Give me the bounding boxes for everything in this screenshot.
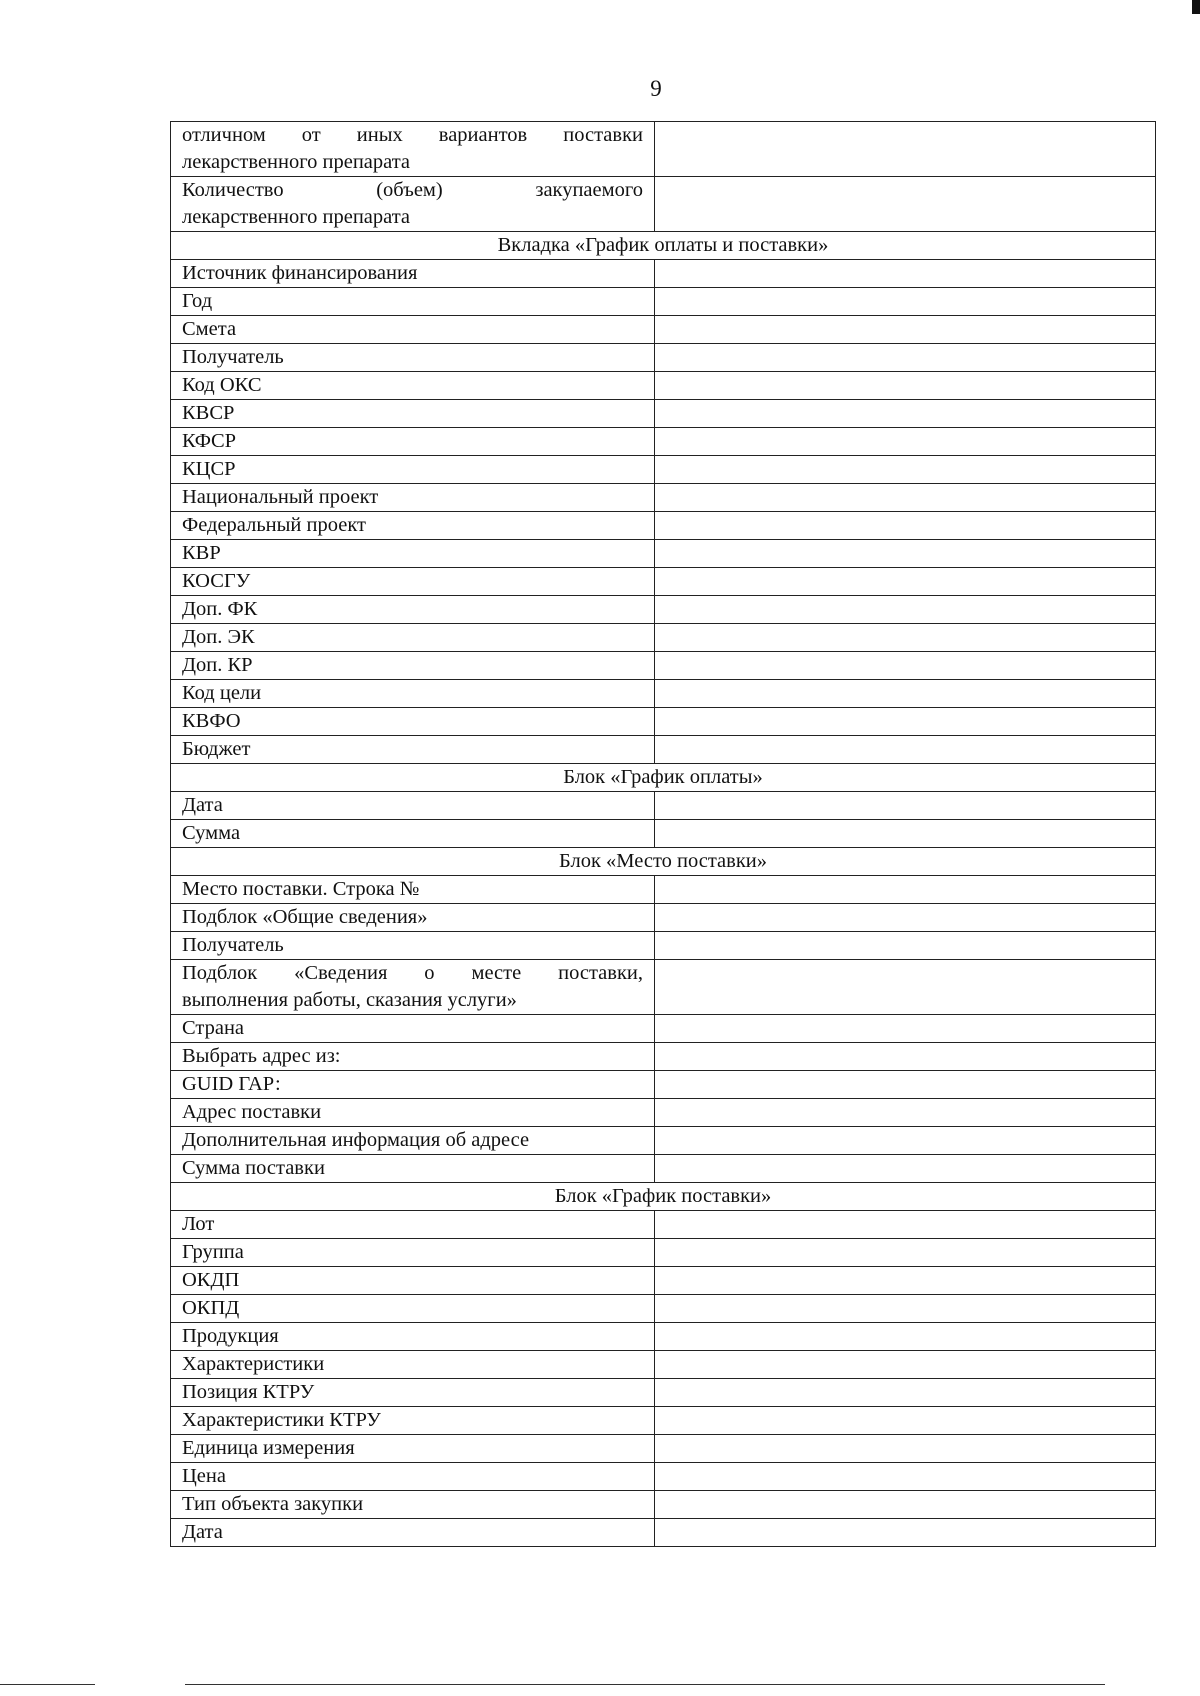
table-row — [171, 1071, 1156, 1099]
field-value — [655, 1435, 1156, 1463]
table-row — [171, 1015, 1156, 1043]
field-value — [655, 122, 1156, 177]
table-row — [171, 736, 1156, 764]
field-label: Дата — [171, 1519, 655, 1547]
table-row — [171, 680, 1156, 708]
attributes-table-body — [171, 122, 1156, 1547]
field-label: Доп. КР — [171, 652, 655, 680]
field-label: Дата — [171, 792, 655, 820]
field-label-line: отличном от иных вариантов поставки — [182, 124, 643, 146]
field-value — [655, 904, 1156, 932]
field-value — [655, 820, 1156, 848]
field-label: КЦСР — [171, 456, 655, 484]
field-label: КОСГУ — [171, 568, 655, 596]
field-value — [655, 1239, 1156, 1267]
field-label-line: лекарственного препарата — [182, 206, 411, 228]
field-label: Доп. ФК — [171, 596, 655, 624]
table-row — [171, 540, 1156, 568]
field-value — [655, 456, 1156, 484]
table-row — [171, 288, 1156, 316]
field-label: Позиция КТРУ — [171, 1379, 655, 1407]
field-value — [655, 288, 1156, 316]
table-row — [171, 122, 1156, 177]
field-label: Год — [171, 288, 655, 316]
field-value — [655, 1463, 1156, 1491]
table-row — [171, 1323, 1156, 1351]
field-value — [655, 932, 1156, 960]
field-label: КВР — [171, 540, 655, 568]
field-label-line: лекарственного препарата — [182, 151, 411, 173]
table-row — [171, 876, 1156, 904]
table-row — [171, 344, 1156, 372]
table-row — [171, 1491, 1156, 1519]
scan-bottom-line — [0, 1684, 95, 1685]
table-row — [171, 428, 1156, 456]
field-label-line: Количество (объем) закупаемого — [182, 179, 643, 201]
table-row — [171, 1379, 1156, 1407]
field-label: Продукция — [171, 1323, 655, 1351]
field-value — [655, 372, 1156, 400]
field-label: Характеристики — [171, 1351, 655, 1379]
table-row — [171, 652, 1156, 680]
field-label: КВФО — [171, 708, 655, 736]
table-row — [171, 1211, 1156, 1239]
field-value — [655, 316, 1156, 344]
field-label: Бюджет — [171, 736, 655, 764]
field-value — [655, 1491, 1156, 1519]
field-value — [655, 1323, 1156, 1351]
field-label: ОКДП — [171, 1267, 655, 1295]
field-label: Федеральный проект — [171, 512, 655, 540]
attributes-table — [170, 121, 1156, 1547]
field-value — [655, 484, 1156, 512]
field-value — [655, 1407, 1156, 1435]
field-label: GUID ГАР: — [171, 1071, 655, 1099]
field-value — [655, 428, 1156, 456]
field-value — [655, 1351, 1156, 1379]
field-label: Группа — [171, 1239, 655, 1267]
field-label: Место поставки. Строка № — [171, 876, 655, 904]
field-value — [655, 400, 1156, 428]
table-row — [171, 1267, 1156, 1295]
table-row — [171, 456, 1156, 484]
table-row — [171, 624, 1156, 652]
field-value — [655, 260, 1156, 288]
section-header: Блок «График оплаты» — [171, 764, 1156, 792]
table-row — [171, 1155, 1156, 1183]
field-label-line: выполнения работы, сказания услуги» — [182, 989, 517, 1011]
field-label: Характеристики КТРУ — [171, 1407, 655, 1435]
table-row — [171, 260, 1156, 288]
field-value — [655, 177, 1156, 232]
table-row — [171, 1043, 1156, 1071]
field-value — [655, 1099, 1156, 1127]
table-row — [171, 1127, 1156, 1155]
field-value — [655, 1071, 1156, 1099]
section-header-row — [171, 232, 1156, 260]
field-value — [655, 736, 1156, 764]
table-row — [171, 316, 1156, 344]
field-value — [655, 708, 1156, 736]
field-value — [655, 876, 1156, 904]
section-header-row — [171, 848, 1156, 876]
section-header: Блок «График поставки» — [171, 1183, 1156, 1211]
field-value — [655, 1015, 1156, 1043]
field-label — [171, 122, 655, 177]
table-row — [171, 904, 1156, 932]
field-label: Смета — [171, 316, 655, 344]
field-label: Подблок «Общие сведения» — [171, 904, 655, 932]
field-label: Цена — [171, 1463, 655, 1491]
field-value — [655, 1127, 1156, 1155]
field-value — [655, 596, 1156, 624]
scan-edge-mark — [1192, 0, 1200, 14]
field-label — [171, 960, 655, 1015]
field-label: КФСР — [171, 428, 655, 456]
field-value — [655, 1267, 1156, 1295]
field-label: Код ОКС — [171, 372, 655, 400]
field-value — [655, 792, 1156, 820]
table-row — [171, 932, 1156, 960]
field-label: Выбрать адрес из: — [171, 1043, 655, 1071]
table-row — [171, 1351, 1156, 1379]
field-label: Национальный проект — [171, 484, 655, 512]
field-label: Лот — [171, 1211, 655, 1239]
page-number: 9 — [650, 76, 662, 101]
table-row — [171, 708, 1156, 736]
field-value — [655, 568, 1156, 596]
field-label-line: Подблок «Сведения о месте поставки, — [182, 962, 643, 984]
field-value — [655, 960, 1156, 1015]
field-value — [655, 652, 1156, 680]
field-value — [655, 680, 1156, 708]
field-value — [655, 344, 1156, 372]
field-label: Источник финансирования — [171, 260, 655, 288]
table-row — [171, 792, 1156, 820]
table-row — [171, 960, 1156, 1015]
table-row — [171, 596, 1156, 624]
table-row — [171, 1239, 1156, 1267]
scan-bottom-line — [185, 1684, 1105, 1685]
field-value — [655, 1211, 1156, 1239]
table-row — [171, 1407, 1156, 1435]
field-value — [655, 624, 1156, 652]
field-label: Получатель — [171, 932, 655, 960]
field-label: Адрес поставки — [171, 1099, 655, 1127]
field-label: КВСР — [171, 400, 655, 428]
section-header-row — [171, 764, 1156, 792]
field-label: Тип объекта закупки — [171, 1491, 655, 1519]
field-label: Страна — [171, 1015, 655, 1043]
field-label: Сумма — [171, 820, 655, 848]
field-value — [655, 1379, 1156, 1407]
section-header: Вкладка «График оплаты и поставки» — [171, 232, 1156, 260]
section-header: Блок «Место поставки» — [171, 848, 1156, 876]
field-label: Единица измерения — [171, 1435, 655, 1463]
field-label: Дополнительная информация об адресе — [171, 1127, 655, 1155]
field-label: Код цели — [171, 680, 655, 708]
field-value — [655, 512, 1156, 540]
table-row — [171, 1295, 1156, 1323]
table-row — [171, 1099, 1156, 1127]
table-row — [171, 568, 1156, 596]
field-value — [655, 1295, 1156, 1323]
field-label: Доп. ЭК — [171, 624, 655, 652]
field-value — [655, 540, 1156, 568]
table-row — [171, 512, 1156, 540]
field-label: ОКПД — [171, 1295, 655, 1323]
table-row — [171, 400, 1156, 428]
table-row — [171, 1519, 1156, 1547]
section-header-row — [171, 1183, 1156, 1211]
table-row — [171, 820, 1156, 848]
table-row — [171, 372, 1156, 400]
field-value — [655, 1155, 1156, 1183]
field-value — [655, 1519, 1156, 1547]
table-row — [171, 177, 1156, 232]
table-row — [171, 1435, 1156, 1463]
field-label: Получатель — [171, 344, 655, 372]
field-label: Сумма поставки — [171, 1155, 655, 1183]
table-row — [171, 484, 1156, 512]
field-value — [655, 1043, 1156, 1071]
field-label — [171, 177, 655, 232]
table-row — [171, 1463, 1156, 1491]
